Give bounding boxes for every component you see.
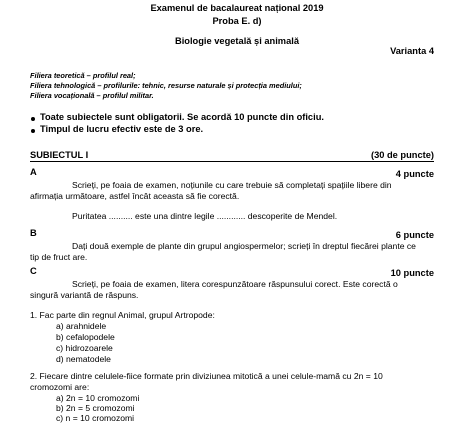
- question-2-stem-cont: cromozomi are:: [30, 382, 90, 392]
- subject1-title: SUBIECTUL I: [30, 150, 89, 160]
- section-c-instruction-cont: singură variantă de răspuns.: [30, 290, 139, 300]
- section-a-instruction: Scrieți, pe foaia de examen, noțiunile cu care trebuie să completați spațiile libere din: [72, 180, 392, 190]
- section-b-points: 6 puncte: [395, 230, 434, 240]
- question-1-option-d: d) nematodele: [56, 354, 111, 364]
- subject1-divider: [30, 161, 434, 162]
- rule-mandatory: Toate subiectele sunt obligatorii. Se acordă 10 puncte din oficiu.: [40, 112, 324, 122]
- bullet-dot: [31, 117, 35, 121]
- exam-variant: Varianta 4: [390, 46, 434, 56]
- question-2-stem: 2. Fiecare dintre celulele-fiice formate prin diviziunea mitotică a unei celule-mamă cu 2n = 10: [30, 371, 383, 381]
- question-2-option-b: b) 2n = 5 cromozomi: [56, 403, 135, 413]
- question-1-stem: 1. Fac parte din regnul Animal, grupul Artropode:: [30, 310, 215, 320]
- bullet-dot: [31, 129, 35, 133]
- exam-subject: Biologie vegetală și animală: [174, 36, 299, 46]
- filiera-vocationala: Filiera vocațională – profilul militar.: [30, 91, 154, 100]
- section-b-instruction-cont: tip de fruct are.: [30, 252, 88, 262]
- question-2-option-c: c) n = 10 cromozomi: [56, 413, 135, 423]
- question-1-option-b: b) cefalopodele: [56, 332, 115, 342]
- section-a-fill-in: Puritatea .......... este una dintre legile ............ descoperite de Mendel.: [72, 211, 338, 221]
- question-1-option-a: a) arahnidele: [56, 321, 107, 331]
- question-1-option-c: c) hidrozoarele: [56, 343, 113, 353]
- filiera-teoretica: Filiera teoretică – profilul real;: [30, 71, 136, 80]
- section-c-points: 10 puncte: [390, 268, 434, 278]
- section-c-letter: C: [30, 266, 37, 276]
- section-a-points: 4 puncte: [395, 169, 434, 179]
- section-a-instruction-cont: afirmația următoare, astfel încât aceasta să fie corectă.: [30, 191, 240, 201]
- exam-proba: Proba E. d): [212, 16, 262, 26]
- section-a-letter: A: [30, 167, 37, 177]
- section-c-instruction: Scrieți, pe foaia de examen, litera corespunzătoare răspunsului corect. Este corectă o: [72, 279, 398, 289]
- question-2-option-a: a) 2n = 10 cromozomi: [56, 393, 140, 403]
- rule-time: Timpul de lucru efectiv este de 3 ore.: [40, 124, 204, 134]
- section-b-instruction: Dați două exemple de plante din grupul angiospermelor; scrieți în dreptul fiecărei plante ce: [72, 241, 416, 251]
- section-b-letter: B: [30, 228, 37, 238]
- exam-title: Examenul de bacalaureat național 2019: [150, 3, 324, 13]
- filiera-tehnologica: Filiera tehnologică – profilurile: tehnic, resurse naturale și protecția mediului;: [30, 81, 302, 90]
- subject1-points: (30 de puncte): [370, 150, 434, 160]
